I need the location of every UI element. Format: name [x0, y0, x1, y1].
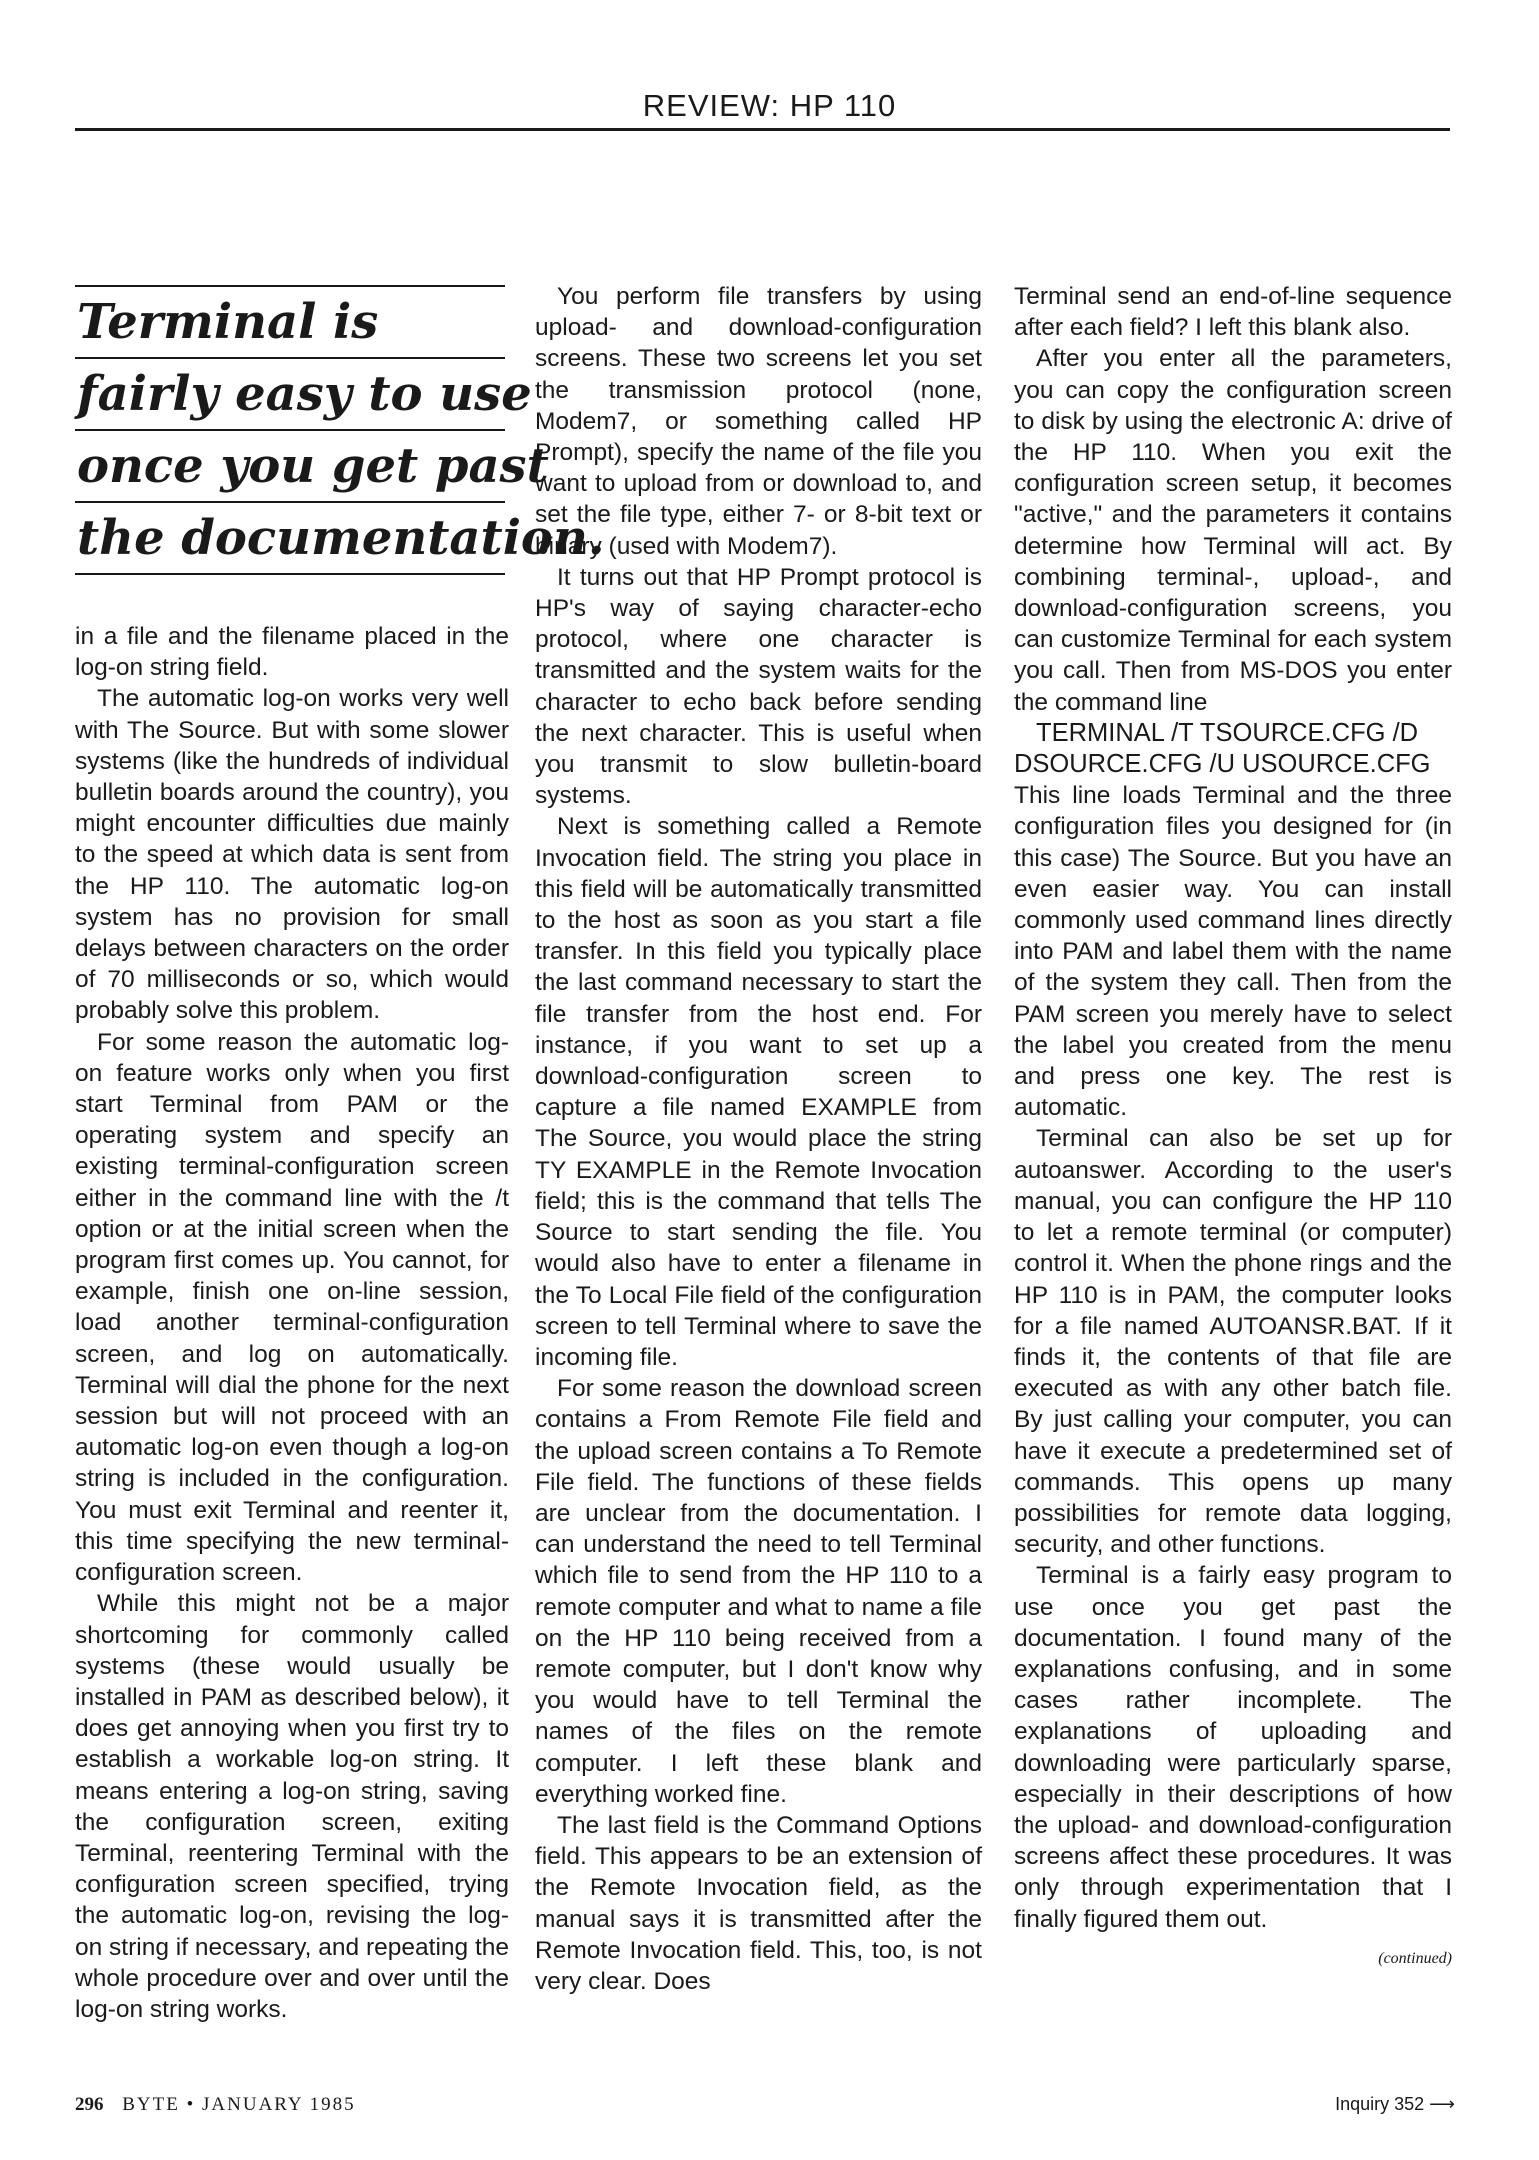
paragraph: While this might not be a major shortcoming for commonly called systems (these would usually be installed in PAM as described below), it does get annoying when you first try to establish a workable log-on string. It means entering a log-on string, saving the configuration screen, exiting Terminal, reentering Terminal with the configuration screen specified, trying the automatic log-on, revising the log-on string if necessary, and repeating the whole procedure over and over until the log-on string works. — [75, 1590, 510, 2023]
paragraph: For some reason the download screen contains a From Remote File field and the upload screen contains a To Remote File field. The functions of these fields are unclear from the documentation. I can understand the need to tell Terminal which file to send from the HP 110 to a remote computer and what to name a file on the HP 110 being received from a remote computer, but I don't know why you would have to tell Terminal the names of the files on the remote computer. I left these blank and everything worked fine. — [535, 1375, 982, 1808]
text-column-3 — [1014, 281, 1452, 1974]
paragraph: You perform file transfers by using upload- and download-configuration screens. These two screens let you set the transmission protocol (none, Modem7, or something called HP Prompt), specify the name of the file you want to upload from or download to, and set the file type, either 7- or 8-bit text or binary (used with Modem7). — [535, 283, 982, 560]
paragraph: For some reason the automatic log-on feature works only when you first start Terminal from PAM or the operating system and specify an existing terminal-configuration screen either in the command line with the /t option or at the initial screen when the program first comes up. You cannot, for example, finish one on-line session, load another terminal-configuration screen, and log on automatically. Terminal will dial the phone for the next session but will not proceed with an automatic log-on even though a log-on string is included in the configuration. You must exit Terminal and reenter it, this time specifying the new terminal-configuration screen. — [75, 1028, 509, 1587]
paragraph: Terminal is a fairly easy program to use once you get past the documentation. I found many of the explanations confusing, and in some cases rather incomplete. The explanations of uploading and downloading were particularly sparse, especially in their descriptions of how the upload- and download-configuration screens affect these procedures. It was only through experimentation that I finally figured them out. — [1014, 1562, 1452, 1933]
paragraph: Terminal can also be set up for autoanswer. According to the user's manual, you can configure the HP 110 to let a remote terminal (or computer) control it. When the phone rings and the HP 110 is in PAM, the computer looks for a file named AUTOANSR.BAT. If it finds it, the contents of that file are executed as with any other batch file. By just calling your computer, you can have it execute a predetermined set of commands. This opens up many possibilities for remote data logging, security, and other functions. — [1014, 1125, 1452, 1559]
paragraph: The last field is the Command Options field. This appears to be an extension of the Remote Invocation field, as the manual says it is transmitted after the Remote Invocation field. This, too, is not very clear. Does — [535, 1811, 982, 1995]
paragraph: After you enter all the parameters, you can copy the configuration screen to disk by using the electronic A: drive of the HP 110. When you exit the configuration screen setup, it becomes "active," and the parameters it contains determine how Terminal will act. By combining terminal-, upload-, and download-configuration screens, you can customize Terminal for each system you call. Then from MS-DOS you enter the command line — [1014, 345, 1452, 716]
text-column-1 — [75, 621, 509, 2025]
inquiry-reference: Inquiry 352 ⟶ — [1335, 2094, 1455, 2114]
publication-info: BYTE • JANUARY 1985 — [122, 2094, 356, 2115]
page-header-title: REVIEW: HP 110 — [642, 88, 897, 123]
text-column-2 — [535, 281, 982, 1997]
pull-quote — [75, 285, 605, 575]
pull-quote-line: the documentation. — [75, 503, 505, 575]
paragraph: The automatic log-on works very well with The Source. But with some slower systems (like the hundreds of individual bulletin boards around the country), you might encounter difficulties due mainly to the speed at which data is sent from the HP 110. The automatic log-on system has no provision for small delays between characters on the order of 70 milliseconds or so, which would probably solve this problem. — [75, 685, 509, 1025]
header-rule — [75, 128, 1450, 131]
command-line-example: TERMINAL /T TSOURCE.CFG /D DSOURCE.CFG /U USOURCE.CFG — [1014, 718, 1431, 779]
paragraph: in a file and the filename placed in the log-on string field. — [75, 623, 509, 682]
paragraph: Terminal send an end-of-line sequence after each field? I left this blank also. — [1014, 283, 1452, 342]
paragraph: It turns out that HP Prompt protocol is HP's way of saying character-echo protocol, where one character is transmitted and the system waits for the character to echo back before sending the next character. This is useful when you transmit to slow bulletin-board systems. — [535, 563, 982, 810]
paragraph: This line loads Terminal and the three configuration files you designed for (in this case) The Source. But you have an even easier way. You can install commonly used command lines directly into PAM and label them with the name of the system they call. Then from the PAM screen you merely have to select the label you created from the menu and press one key. The rest is automatic. — [1014, 782, 1452, 1122]
footer-folio — [75, 2094, 356, 2116]
pull-quote-line: fairly easy to use — [75, 359, 505, 431]
page-number: 296 — [75, 2094, 104, 2115]
continued-note: (continued) — [1378, 1949, 1452, 1967]
paragraph: Next is something called a Remote Invocation field. The string you place in this field will be automatically transmitted to the host as soon as you start a file transfer. In this field you typically place the last command necessary to start the file transfer from the host end. For instance, if you want to set up a download-configuration screen to capture a file named EXAMPLE from The Source, you would place the string TY EXAMPLE in the Remote Invocation field; this is the command that tells The Source to start sending the file. You would also have to enter a filename in the To Local File field of the configuration screen to tell Terminal where to save the incoming file. — [535, 813, 982, 1371]
pull-quote-line: Terminal is — [75, 287, 505, 359]
pull-quote-line: once you get past — [75, 431, 505, 503]
